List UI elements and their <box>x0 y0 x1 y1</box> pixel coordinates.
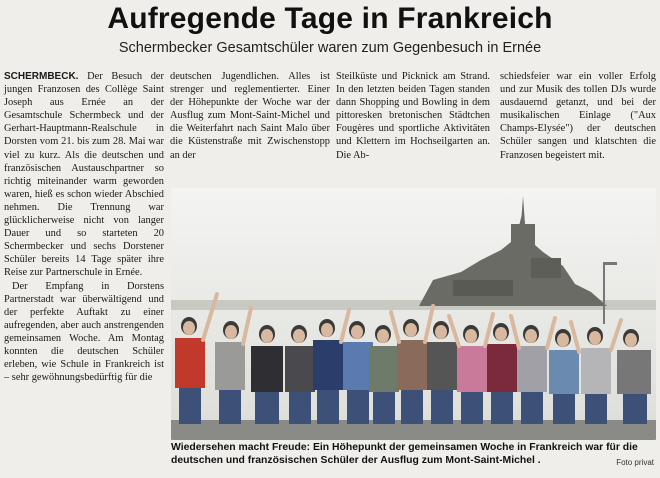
text-column-4 <box>500 70 656 162</box>
photo-caption: Wiedersehen macht Freude: Ein Höhepunkt der gemeinsamen Woche in Frankreich war für die deutschen und französischen Schüler der Ausflug zum Mont-Saint-Michel . <box>171 442 638 466</box>
paragraph-2: Der Empfang in Dorstens Partnerstadt war überwältigend und der perfekte Auftakt zu einer aufregenden, aber auch anstrengenden gemeinsamen Woche. Am Montag konnten die deutschen Schüler erleben, wie Schule in Frankreich ist – sehr gewöhnungsbedürftig für die <box>4 280 164 384</box>
paragraph-3: deutschen Jugendlichen. Alles ist strenger und reglementierter. Einer der Höhepunkte der Woche war der Ausflug zum Mont-Saint-Michel und die Weiterfahrt nach Saint Malo über die Küstenstraße mit Zwischenstopp an der <box>170 71 330 161</box>
photo-credit: Foto privat <box>616 458 654 467</box>
paragraph-1 <box>4 70 164 280</box>
text-column-3 <box>336 70 490 162</box>
text-column-1 <box>4 70 164 384</box>
text-column-2 <box>170 70 330 162</box>
paragraph-5: schiedsfeier war ein voller Erfolg und zur Musik des tollen DJs wurde ausdauernd getanzt, und bei der musikalischen Einlage ("Aux Champs-Elysée") der deutschen Schüler sangen und klatschten die Franzosen begeistert mit. <box>500 71 656 161</box>
article-headline: Aufregende Tage in Frankreich <box>107 2 553 35</box>
group-photo <box>171 188 656 440</box>
dateline: SCHERMBECK. <box>4 71 79 82</box>
paragraph-1-text: Der Besuch der jungen Franzosen des Collège Saint Joseph aus Ernée an der Gesamtschule Schermbeck und der Gerhart-Hauptmann-Realschule in Dorsten vom 21. bis zum 28. Mai war viel zu kurz. Als die deutschen und französischen Austauschpartner so richtig miteinander warm geworden waren, hieß es schon wieder Abschied nehmen. Die Trennung war glücklicherweise nicht von langer Dauer und so starteten 20 Schermbecker und sechs Dorstener Schüler bereits 14 Tage später ihre Reise zur Partnerschule in Ernée. <box>4 71 164 279</box>
photo-illustration <box>171 188 656 440</box>
paragraph-4: Steilküste und Picknick am Strand. In den letzten beiden Tagen standen dann Shopping und Bowling in dem pittoresken bretonischen Städtchen Fougères und sportliche Aktivitäten und Klettern im Hochseilgarten an. Die Ab- <box>336 71 490 161</box>
article-subheadline: Schermbecker Gesamtschüler waren zum Gegenbesuch in Ernée <box>118 40 542 56</box>
